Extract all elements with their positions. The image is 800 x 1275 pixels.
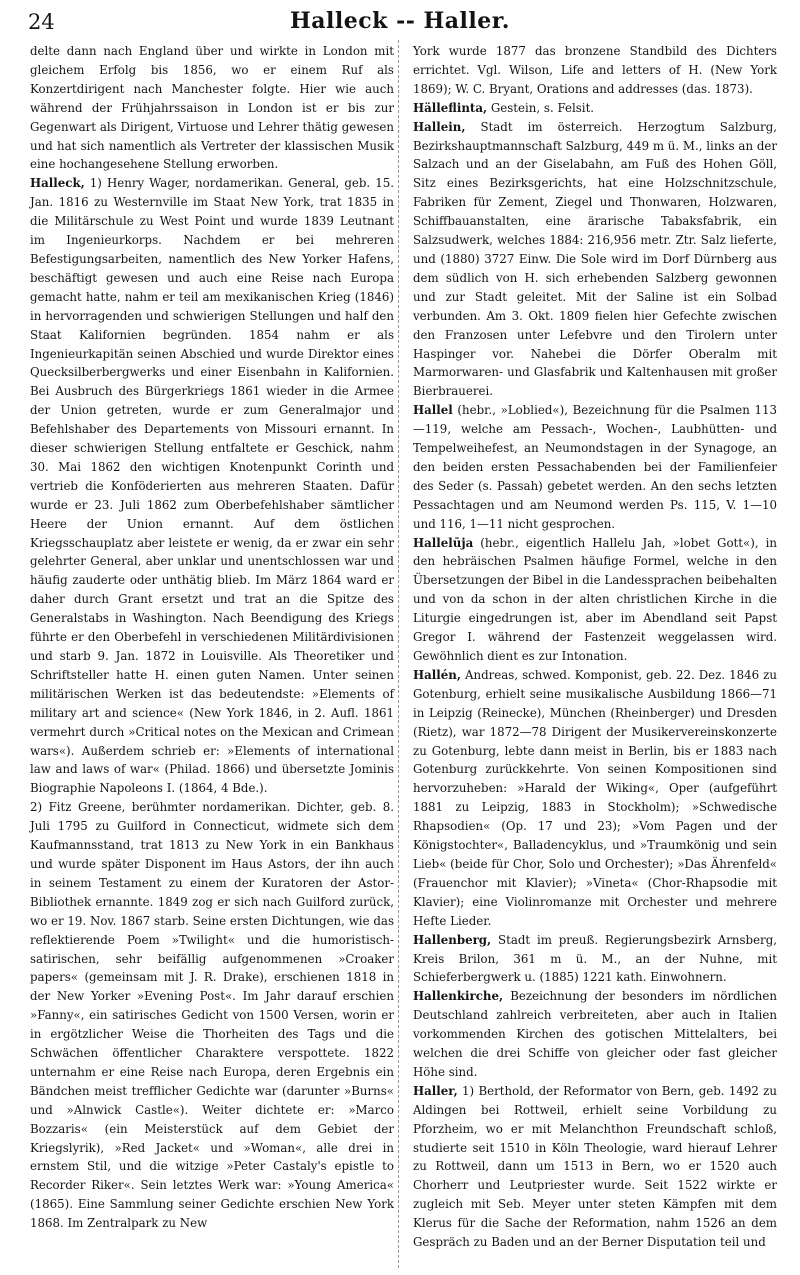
column-divider	[398, 40, 400, 1268]
entry-continuation	[413, 42, 777, 99]
running-title: Halleck -- Haller.	[290, 8, 510, 34]
entry-text: Andreas, schwed. Komponist, geb. 22. Dez. 1846 zu Gotenburg, erhielt seine musikalische Ausbildung 1866—71 in Leipzig (Reinecke), München (Rheinberger) und Dresden (Rietz), war 1872—78 Dirigent der Musikervereinskonzerte zu Gotenburg, lebte dann meist in Berlin, bis er 1883 nach Gotenburg zurückkehrte. Von seinen Kompositionen sind hervorzuheben: »Harald der Wiking«, Oper (aufgeführt 1881 zu Leipzig, 1883 in Stockholm); »Schwedische Rhapsodien« (Op. 17 und 23); »Vom Pagen und der Königstochter«, Balladencyklus, und »Traumkönig und sein Lieb« (beide für Chor, Solo und Orchester); »Das Ährenfeld« (Frauenchor mit Klavier); »Vineta« (Chor-Rhapsodie mit Klavier); eine Violinromanze mit Orchester und mehrere Hefte Lieder.	[413, 667, 777, 928]
page-number: 24	[28, 10, 55, 34]
entry-headword: Hallel	[413, 403, 453, 418]
dictionary-entry	[413, 118, 777, 402]
entry-text: Stadt im österreich. Herzogtum Salzburg, Bezirkshauptmannschaft Salzburg, 449 m ü. M., links an der Salzach und an der Giselabahn, am Fuß des Hohen Göll, Sitz eines Bezirksgerichts, hat eine Holzschnitzschule, Fabriken für Zement, Ziegel und Thonwaren, Holzwaren, Schiffbauanstalten, eine ärarische Tabaksfabrik, ein Salzsudwerk, welches 1884: 216,956 metr. Ztr. Salz lieferte, und (1880) 3727 Einw. Die Sole wird im Dorf Dürnberg aus dem südlich von H. sich erhebenden Salzberg gewonnen und zur Stadt geleitet. Mit der Saline ist ein Solbad verbunden. Am 3. Okt. 1809 fielen hier Gefechte zwischen den Franzosen unter Lefebvre und den Tirolern unter Haspinger vor. Nahebei die Dörfer Oberalm mit Marmorwaren- und Glasfabrik und Kaltenhausen mit großer Bierbrauerei.	[413, 119, 777, 399]
entry-headword: Hallén,	[413, 667, 461, 682]
entry-text: 2) Fitz Greene, berühmter nordamerikan. Dichter, geb. 8. Juli 1795 zu Guilford in Connecticut, widmete sich dem Kaufmannsstand, trat 1813 zu New York in ein Bankhaus und wurde später Disponent im Haus Astors, der ihn auch in seinem Testament zu einem der Kuratoren der Astor-Bibliothek ernannte. 1849 zog er sich nach Guilford zurück, wo er 19. Nov. 1867 starb. Seine ersten Dichtungen, wie das reflektierende Poem »Twilight« und die humoristisch-satirischen, sehr beifällig aufgenommenen »Croaker papers« (gemeinsam mit J. R. Drake), erschienen 1818 in der New Yorker »Evening Post«. Im Jahr darauf erschien »Fanny«, ein satirisches Gedicht von 1500 Versen, worin er in ergötzlicher Weise die Thorheiten des Tags und die Schwächen öffentlicher Charaktere verspottete. 1822 unternahm er eine Reise nach Europa, deren Ergebnis ein Bändchen meist trefflicher Gedichte war (darunter »Burns« und »Alnwick Castle«). Weiter dichtete er: »Marco Bozzaris« (ein Meisterstück auf dem Gebiet der Kriegslyrik), »Red Jacket« und »Woman«, alle drei in ernstem Stil, und die witzige »Peter Castaly's epistle to Recorder Riker«. Sein letztes Werk war: »Young America« (1865). Eine Sammlung seiner Gedichte erschien New York 1868. Im Zentralpark zu New	[30, 800, 394, 1231]
entry-text: York wurde 1877 das bronzene Standbild des Dichters errichtet. Vgl. Wilson, Life and letters of H. (New York 1869); W. C. Bryant, Orations and addresses (das. 1873).	[413, 44, 777, 96]
entry-headword: Hallenkirche,	[413, 989, 504, 1004]
entry-text: delte dann nach England über und wirkte in London mit gleichem Erfolg bis 1856, wo er einem Ruf als Konzertdirigent nach Manchester folgte. Hier wie auch während der Frühjahrssaison in London ist er bis zur Gegenwart als Dirigent, Virtuose und Lehrer thätig gewesen und hat sich namentlich als Vertreter der klassischen Musik eine hochangesehene Stellung erworben.	[30, 44, 394, 172]
page-header	[22, 8, 778, 38]
entry-headword: Halleck,	[30, 176, 85, 191]
dictionary-entry	[413, 931, 777, 988]
entry-headword: Haller,	[413, 1083, 458, 1098]
entry-continuation	[30, 42, 394, 174]
dictionary-entry	[413, 99, 777, 118]
entry-text: Bezeichnung der besonders im nördlichen Deutschland zahlreich verbreiteten, aber auch in Italien vorkommenden Kirchen des gotischen Mittelalters, bei welchen die drei Schiffe von gleicher oder fast gleicher Höhe sind.	[413, 989, 777, 1079]
entry-text: (hebr., eigentlich Hallelu Jah, »lobet Gott«), in den hebräischen Psalmen häufige Formel, welche in den Übersetzungen der Bibel in die Landessprachen beibehalten und von da schon in der alten christlichen Kirche in die Liturgie eingedrungen ist, aber im Abendland seit Papst Gregor I. während der Fastenzeit weggelassen wird. Gewöhnlich dient es zur Intonation.	[413, 535, 777, 663]
entry-headword: Hallein,	[413, 119, 466, 134]
entry-headword: Hallelūja	[413, 535, 474, 550]
entry-text: 1) Berthold, der Reformator von Bern, geb. 1492 zu Aldingen bei Rottweil, erhielt seine Vorbildung zu Pforzheim, wo er mit Melanchthon Freundschaft schloß, studierte seit 1510 in Köln Theologie, ward hierauf Lehrer zu Rottweil, dann um 1513 in Bern, wo er 1520 auch Chorherr und Leutpriester wurde. Seit 1522 wirkte er zugleich mit Seb. Meyer unter steten Kämpfen mit dem Klerus für die Sache der Reformation, nahm 1526 an dem Gespräch zu Baden und an der Berner Disputation teil und	[413, 1083, 777, 1250]
right-column	[413, 42, 777, 1252]
entry-headword: Hallenberg,	[413, 932, 492, 947]
dictionary-entry	[413, 666, 777, 931]
entry-text: Stadt im preuß. Regierungsbezirk Arnsberg, Kreis Brilon, 361 m ü. M., an der Nuhne, mit Schieferbergwerk u. (1885) 1221 kath. Einwohnern.	[413, 932, 777, 985]
dictionary-entry	[413, 987, 777, 1082]
entry-text: 1) Henry Wager, nordamerikan. General, geb. 15. Jan. 1816 zu Westernville im Staat New York, trat 1835 in die Militärschule zu West Point und wurde 1839 Leutnant im Ingenieurkorps. Nachdem er bei mehreren Befestigungsarbeiten, namentlich des New Yorker Hafens, beschäftigt gewesen und auch eine Reise nach Europa gemacht hatte, nahm er teil am mexikanischen Krieg (1846) in hervorragenden und schwierigen Stellungen und half den Staat Kalifornien begründen. 1854 nahm er als Ingenieurkapitän seinen Abschied und wurde Direktor eines Quecksilberbergwerks und einer Eisenbahn in Kalifornien. Bei Ausbruch des Bürgerkriegs 1861 wieder in die Armee der Union getreten, wurde er zum Generalmajor und Befehlshaber des Departements von Missouri ernannt. In dieser schwierigen Stellung entfaltete er Geschick, nahm 30. Mai 1862 den wichtigen Knotenpunkt Corinth und vertrieb die Konföderierten aus mehreren Staaten. Dafür wurde er 23. Juli 1862 zum Oberbefehlshaber sämtlicher Heere der Union ernannt. Auf dem östlichen Kriegsschauplatz aber leistete er wenig, da er zwar ein sehr gelehrter General, aber unklar und unentschlossen war und häufig zauderte oder unthätig blieb. Im März 1864 ward er daher durch Grant ersetzt und trat an die Spitze des Generalstabs in Washington. Nach Beendigung des Kriegs führte er den Oberbefehl in verschiedenen Militärdivisionen und starb 9. Jan. 1872 in Louisville. Als Theoretiker und Schriftsteller hatte H. einen guten Namen. Unter seinen militärischen Werken ist das bedeutendste: »Elements of military art and science« (New York 1846, in 2. Aufl. 1861 vermehrt durch »Critical notes on the Mexican and Crimean wars«). Außerdem schrieb er: »Elements of international law and laws of war« (Philad. 1866) und übersetzte Jominis Biographie Napoleons I. (1864, 4 Bde.).	[30, 176, 394, 796]
dictionary-entry	[30, 174, 394, 798]
left-column	[30, 42, 394, 1233]
entry-text: Gestein, s. Felsit.	[487, 100, 595, 115]
entry-continuation	[30, 798, 394, 1233]
dictionary-entry	[413, 534, 777, 666]
entry-headword: Hälleflinta,	[413, 100, 488, 115]
dictionary-entry	[413, 401, 777, 533]
dictionary-entry	[413, 1082, 777, 1252]
entry-text: (hebr., »Loblied«), Bezeichnung für die Psalmen 113—119, welche am Pessach-, Wochen-, Laubhütten- und Tempelweihefest, an Neumondstagen in der Synagoge, an den beiden ersten Pessachabenden bei der Familienfeier des Seder (s. Passah) gebetet werden. An den sechs letzten Pessachtagen und am Neumond werden Ps. 115, V. 1—10 und 116, 1—11 nicht gesprochen.	[413, 403, 777, 531]
